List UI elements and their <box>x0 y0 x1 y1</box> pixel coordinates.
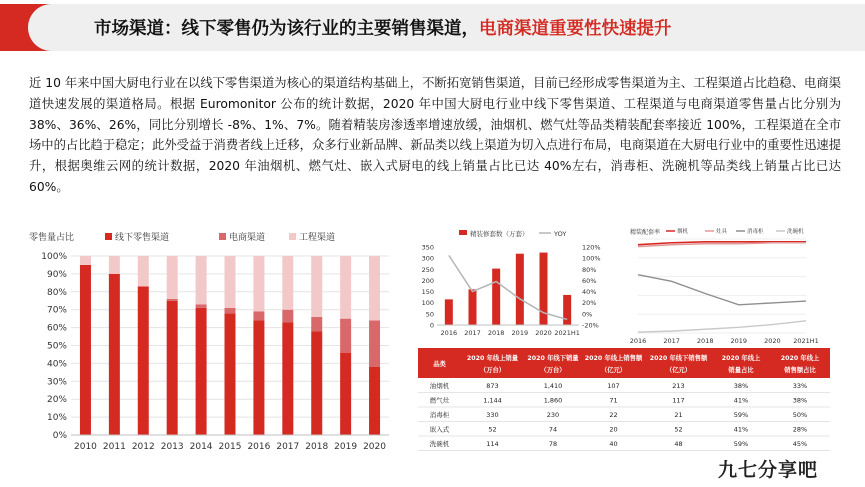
table-cell: 71 <box>609 396 618 405</box>
table-cell: 107 <box>607 382 620 390</box>
bar-segment-offline <box>225 313 236 435</box>
bar-segment-offline <box>253 320 264 435</box>
table-cell: 45% <box>792 440 808 448</box>
bar-segment-engineering <box>282 256 293 310</box>
table-cell: 41% <box>733 396 749 405</box>
table-cell: 52 <box>488 425 497 434</box>
x-tick-label: 2019 <box>334 442 358 452</box>
page-title <box>94 15 672 40</box>
bar-segment-offline <box>167 301 178 435</box>
y-tick-label: 0% <box>52 431 67 441</box>
x-tick-label: 2016 <box>629 337 647 345</box>
table-header-cell: 销售额占比 <box>784 367 816 374</box>
y-right-tick-label: -20% <box>582 321 599 330</box>
x-tick-label: 2012 <box>131 442 155 452</box>
table-cell: 33% <box>792 382 808 390</box>
table-cell: 213 <box>672 382 685 390</box>
bar-segment-ecommerce <box>196 304 207 308</box>
table-cell: 230 <box>546 411 560 419</box>
table-cell: 114 <box>486 440 499 448</box>
y-right-tick-label: 60% <box>582 276 597 285</box>
y-left-tick-label: 300 <box>421 254 434 263</box>
bar-segment-offline <box>369 367 380 435</box>
x-tick-label: 2018 <box>487 329 505 337</box>
table-header-cell: 2020 年线上 <box>721 355 761 362</box>
y-tick-label: 30% <box>46 377 67 388</box>
yoy-line <box>449 255 567 319</box>
y-right-tick-label: 100% <box>582 254 601 263</box>
x-tick-label: 2017 <box>464 329 481 337</box>
table-header-cell: （万台） <box>479 367 506 374</box>
y-axis-title: 精装配套率 <box>630 229 661 236</box>
bar-segment-ecommerce <box>167 299 178 301</box>
header-accent-curve <box>28 4 92 51</box>
body-paragraph: 近 10 年来中国大厨电行业在以线下零售渠道为核心的渠道结构基础上，不断拓宽销售渠道，目前已经形成零售渠道为主、工程渠道占比趋稳、电商渠道快速发展的渠道格局。根据 Euromonitor 公布的统计数据，2020 年中国大厨电行业中线下零售渠道、工程渠道与电商渠道零售量占比分别为 38%、36%、26%，同比分别增长 -8%、1%、7%。随着精装房渗透率增速放缓，油烟机、燃气灶等品类精装配套率接近 100%，工程渠道在全市场中的占比趋于稳定；此外受益于消费者线上迁移，众多行业新品牌、新品类以线上渠道为切入点进行布局，电商渠道在大厨电行业中的重要性迅速提升，根据奥维云网的统计数据，2020 年油烟机、燃气灶、嵌入式厨电的线上销量占比已达 40%左右，消毒柜、洗碗机等品类线上销量占比已达 60%。 <box>29 76 841 194</box>
bar-segment-engineering <box>109 256 120 274</box>
bar-segment-offline <box>311 331 322 435</box>
table-cell: 20 <box>609 425 618 434</box>
y-tick-label: 40% <box>46 359 67 370</box>
legend-swatch-1 <box>219 233 226 240</box>
table-header-cell: 品类 <box>433 361 446 368</box>
series-line-3 <box>638 321 806 332</box>
bar-segment-engineering <box>80 256 91 265</box>
x-tick-label: 2014 <box>189 442 213 452</box>
x-tick-label: 2013 <box>160 442 184 452</box>
table-cell: 873 <box>486 382 499 390</box>
y-right-tick-label: 20% <box>582 299 597 308</box>
y-right-tick-label: 80% <box>582 265 597 274</box>
table-cell: 1,144 <box>483 396 502 405</box>
table-cell: 嵌入式 <box>429 425 450 434</box>
title-highlight: 电商渠道重要性快速提升 <box>479 19 672 39</box>
bar-segment-engineering <box>369 256 380 320</box>
table-cell: 59% <box>733 411 749 419</box>
bar-segment-engineering <box>167 256 178 299</box>
x-tick-label: 2017 <box>276 442 300 452</box>
table-cell: 38% <box>792 396 808 405</box>
y-tick-label: 100% <box>41 252 67 262</box>
legend-swatch-0 <box>105 233 112 240</box>
x-tick-label: 2016 <box>440 329 458 337</box>
table-cell: 330 <box>486 411 499 419</box>
x-tick-label: 2021H1 <box>554 329 580 337</box>
table-cell: 28% <box>792 425 808 434</box>
y-tick-label: 70% <box>46 305 67 316</box>
x-tick-label: 2016 <box>247 442 271 452</box>
y-left-tick-label: 350 <box>421 243 434 252</box>
legend-label-2: 工程渠道 <box>299 233 336 243</box>
y-left-tick-label: 200 <box>421 276 434 285</box>
y-tick-label: 90% <box>46 269 67 280</box>
table-cell: 1,860 <box>543 396 563 405</box>
bar-segment-offline <box>196 308 207 435</box>
y-axis-title: 零售量占比 <box>29 233 75 243</box>
table-cell: 洗碗机 <box>429 440 450 448</box>
legend-label-1: 灶具 <box>716 229 728 235</box>
bar <box>445 299 453 325</box>
x-tick-label: 2021H1 <box>793 337 819 345</box>
table-cell: 117 <box>672 396 685 405</box>
table-header-cell: （亿元） <box>600 367 627 374</box>
bar <box>469 289 477 325</box>
bar-segment-engineering <box>311 256 322 317</box>
y-right-tick-label: 40% <box>582 288 597 297</box>
y-right-tick-label: 0% <box>582 310 593 319</box>
bar-segment-engineering <box>225 256 236 308</box>
legend-label-units: 精装修套数（万套） <box>470 230 529 238</box>
bar-segment-engineering <box>138 256 149 286</box>
table-cell: 1,410 <box>543 382 563 390</box>
x-tick-label: 2019 <box>730 337 748 345</box>
decoration-units-chart <box>411 225 611 345</box>
bar <box>516 254 524 325</box>
legend-swatch-2 <box>289 233 296 240</box>
table-cell: 41% <box>733 425 749 434</box>
table-cell: 52 <box>674 425 683 434</box>
bar-segment-ecommerce <box>369 320 380 367</box>
bar-segment-ecommerce <box>340 319 351 353</box>
table-cell: 48 <box>674 440 683 448</box>
y-tick-label: 20% <box>46 395 67 406</box>
legend-label-0: 线下零售渠道 <box>115 233 170 243</box>
online-sales-table <box>418 348 830 452</box>
table-cell: 78 <box>548 440 558 448</box>
bar <box>563 295 571 325</box>
matching-rate-chart <box>628 225 819 347</box>
y-left-tick-label: 150 <box>421 288 434 297</box>
table-cell: 消毒柜 <box>429 411 450 419</box>
y-left-tick-label: 0 <box>429 321 434 330</box>
table-cell: 38% <box>733 382 749 390</box>
table-cell: 59% <box>733 440 749 448</box>
table-header-cell: （万台） <box>540 367 566 374</box>
bar-segment-offline <box>109 274 120 435</box>
table-header-cell: 2020 年线下销量 <box>527 355 579 362</box>
table-cell: 50% <box>792 411 808 419</box>
bar-segment-ecommerce <box>311 317 322 331</box>
x-tick-label: 2020 <box>363 442 386 452</box>
bar-segment-ecommerce <box>253 311 264 320</box>
bar-segment-ecommerce <box>282 310 293 323</box>
table-cell: 21 <box>674 411 683 419</box>
table-cell: 22 <box>609 411 618 419</box>
title-main: 市场渠道：线下零售仍为该行业的主要销售渠道， <box>94 19 479 39</box>
legend-label-2: 消毒柜 <box>747 229 764 235</box>
x-tick-label: 2018 <box>696 337 714 345</box>
table-cell: 燃气灶 <box>429 396 450 405</box>
legend-swatch-units <box>459 230 467 235</box>
y-left-tick-label: 250 <box>421 265 434 274</box>
table-header-cell: 销量占比 <box>728 367 754 374</box>
bar <box>492 269 500 325</box>
table-header-cell: 2020 年线上销量 <box>466 355 519 362</box>
legend-label-1: 电商渠道 <box>229 233 266 243</box>
x-tick-label: 2015 <box>218 442 242 452</box>
x-tick-label: 2020 <box>764 337 781 345</box>
table-cell: 74 <box>548 425 558 434</box>
bar-segment-offline <box>282 322 293 435</box>
x-tick-label: 2010 <box>74 442 97 452</box>
table-header-cell: 2020 年线下销售额 <box>649 355 708 362</box>
legend-label-0: 烟机 <box>677 229 689 235</box>
channel-share-chart <box>27 225 397 455</box>
y-tick-label: 80% <box>46 287 67 298</box>
bar-segment-engineering <box>340 256 351 319</box>
bar-segment-offline <box>138 286 149 435</box>
watermark-brand: 九七分享吧 <box>718 459 819 481</box>
bar-segment-ecommerce <box>225 308 236 313</box>
bar-segment-engineering <box>196 256 207 304</box>
x-tick-label: 2011 <box>102 442 126 452</box>
table-header-cell: （亿元） <box>665 367 692 374</box>
legend-label-yoy: YOY <box>554 230 567 238</box>
table-cell: 油烟机 <box>429 382 450 390</box>
table-header-cell: 2020 年线上销售额 <box>584 355 643 362</box>
series-line-2 <box>638 275 806 305</box>
table-cell: 40 <box>609 440 618 448</box>
y-tick-label: 10% <box>46 413 67 424</box>
bar-segment-offline <box>80 265 91 435</box>
x-tick-label: 2017 <box>663 337 680 345</box>
table-header-cell: 2020 年线上 <box>780 355 820 362</box>
y-left-tick-label: 100 <box>421 299 434 308</box>
x-tick-label: 2018 <box>305 442 329 452</box>
bar-segment-engineering <box>253 256 264 311</box>
legend-label-3: 洗碗机 <box>787 229 804 235</box>
y-right-tick-label: 120% <box>582 243 601 252</box>
x-tick-label: 2020 <box>535 329 552 337</box>
y-left-tick-label: 50 <box>425 310 434 319</box>
bar-segment-offline <box>340 353 351 435</box>
y-tick-label: 60% <box>46 323 67 334</box>
x-tick-label: 2019 <box>511 329 529 337</box>
y-tick-label: 50% <box>46 341 67 352</box>
